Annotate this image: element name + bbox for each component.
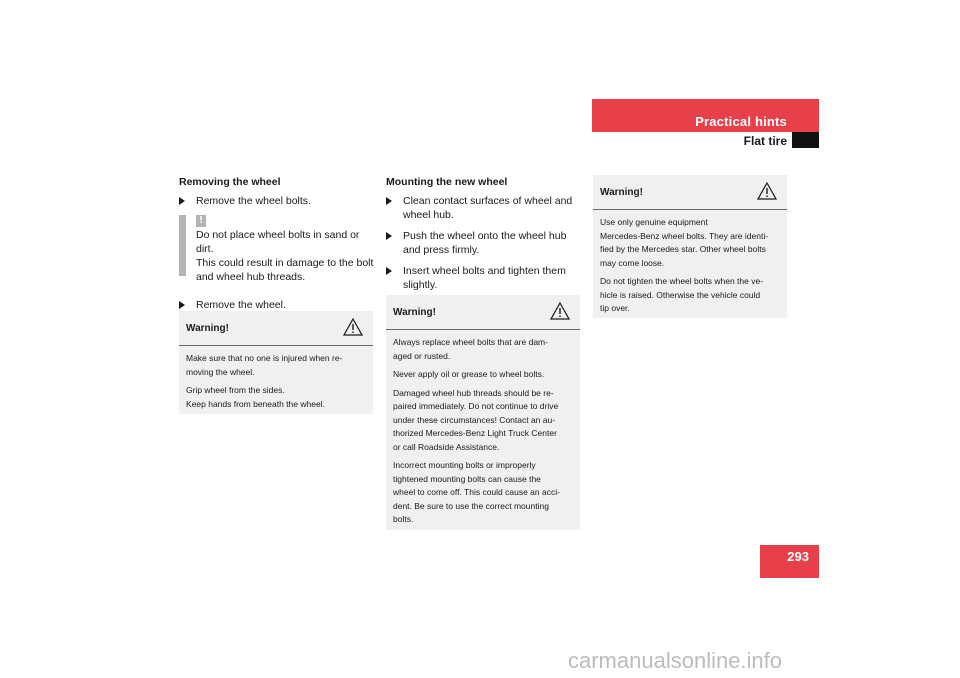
subsection-title: Flat tire bbox=[743, 134, 787, 148]
step-text: Remove the wheel bolts. bbox=[196, 195, 311, 207]
warning-box-middle bbox=[386, 295, 580, 530]
warning-line: aged or rusted. bbox=[393, 350, 451, 361]
page-number: 293 bbox=[787, 549, 809, 564]
warning-header bbox=[593, 175, 787, 210]
warning-line: Make sure that no one is injured when re- bbox=[186, 353, 343, 363]
warning-header bbox=[386, 295, 580, 330]
warning-box-right bbox=[593, 175, 787, 318]
arrow-bullet-icon bbox=[386, 197, 392, 205]
warning-paragraph bbox=[600, 275, 780, 316]
warning-header bbox=[179, 311, 373, 346]
warning-body bbox=[179, 346, 373, 421]
removing-wheel-heading: Removing the wheel bbox=[179, 176, 281, 188]
warning-title: Warning! bbox=[600, 187, 643, 198]
arrow-bullet-icon bbox=[179, 197, 185, 205]
warning-line: fied by the Mercedes star. Other wheel bolts bbox=[600, 244, 766, 254]
section-title: Practical hints bbox=[695, 114, 787, 129]
warning-triangle-icon bbox=[343, 318, 363, 336]
warning-paragraph bbox=[393, 459, 573, 527]
subsection-marker bbox=[792, 132, 819, 148]
warning-triangle-icon bbox=[757, 182, 777, 200]
subsection-header bbox=[592, 132, 819, 148]
step-push-wheel bbox=[386, 229, 581, 257]
warning-line: tip over. bbox=[600, 303, 630, 313]
warning-line: bolts. bbox=[393, 514, 414, 524]
step-remove-wheel bbox=[179, 298, 374, 312]
exclamation-icon: ! bbox=[196, 215, 206, 227]
note-line: This could result in damage to the bolt bbox=[196, 257, 374, 269]
left-column bbox=[179, 175, 374, 319]
arrow-bullet-icon bbox=[386, 267, 392, 275]
warning-line: wheel to come off. This could cause an acci- bbox=[393, 487, 560, 497]
step-text: Push the wheel onto the wheel hub and press firmly. bbox=[403, 230, 567, 256]
note-line: and wheel hub threads. bbox=[196, 271, 306, 283]
warning-line: moving the wheel. bbox=[186, 366, 255, 377]
step-remove-bolts bbox=[179, 194, 374, 208]
warning-paragraph bbox=[186, 352, 366, 379]
warning-line: Do not tighten the wheel bolts when the ve- bbox=[600, 276, 764, 286]
arrow-bullet-icon bbox=[179, 301, 185, 309]
warning-line: Incorrect mounting bolts or improperly bbox=[393, 460, 536, 470]
step-text: Remove the wheel. bbox=[196, 299, 286, 311]
warning-paragraph bbox=[393, 387, 573, 455]
step-insert-bolts bbox=[386, 264, 581, 292]
warning-title: Warning! bbox=[186, 323, 229, 334]
warning-line: Use only genuine equipment bbox=[600, 217, 708, 227]
step-text: Insert wheel bolts and tighten them slightly. bbox=[403, 265, 566, 291]
warning-line: paired immediately. Do not continue to drive bbox=[393, 401, 559, 411]
warning-line: Grip wheel from the sides. bbox=[186, 385, 285, 395]
warning-line: tightened mounting bolts can cause the bbox=[393, 473, 541, 484]
warning-paragraph bbox=[186, 384, 366, 411]
warning-body bbox=[386, 330, 580, 537]
warning-paragraph bbox=[393, 368, 573, 382]
warning-paragraph bbox=[393, 336, 573, 363]
caution-note bbox=[179, 215, 374, 284]
mounting-wheel-heading: Mounting the new wheel bbox=[386, 176, 508, 188]
warning-triangle-icon bbox=[550, 302, 570, 320]
warning-line: hicle is raised. Otherwise the vehicle could bbox=[600, 289, 761, 300]
warning-line: Never apply oil or grease to wheel bolts. bbox=[393, 369, 545, 379]
warning-line: Always replace wheel bolts that are dam- bbox=[393, 337, 548, 347]
step-clean-surfaces bbox=[386, 194, 581, 222]
step-text: Clean contact surfaces of wheel and wheel hub. bbox=[403, 195, 573, 221]
warning-line: dent. Be sure to use the correct mounting bbox=[393, 500, 549, 511]
warning-line: under these circumstances! Contact an au- bbox=[393, 414, 556, 425]
warning-line: thorized Mercedes-Benz Light Truck Center bbox=[393, 428, 557, 438]
page-number-band bbox=[760, 545, 819, 578]
section-header-band bbox=[592, 99, 819, 132]
warning-title: Warning! bbox=[393, 307, 436, 318]
middle-column bbox=[386, 175, 581, 299]
note-bar bbox=[179, 215, 186, 276]
warning-line: or call Roadside Assistance. bbox=[393, 441, 500, 452]
site-watermark: carmanualsonline.info bbox=[568, 648, 783, 673]
warning-line: Mercedes-Benz wheel bolts. They are identi- bbox=[600, 230, 769, 241]
warning-body bbox=[593, 210, 787, 326]
warning-box-left bbox=[179, 311, 373, 414]
warning-line: may come loose. bbox=[600, 257, 665, 268]
warning-paragraph bbox=[600, 216, 780, 270]
warning-line: Keep hands from beneath the wheel. bbox=[186, 398, 325, 409]
warning-line: Damaged wheel hub threads should be re- bbox=[393, 387, 554, 398]
arrow-bullet-icon bbox=[386, 232, 392, 240]
note-line: Do not place wheel bolts in sand or dirt. bbox=[196, 229, 360, 255]
